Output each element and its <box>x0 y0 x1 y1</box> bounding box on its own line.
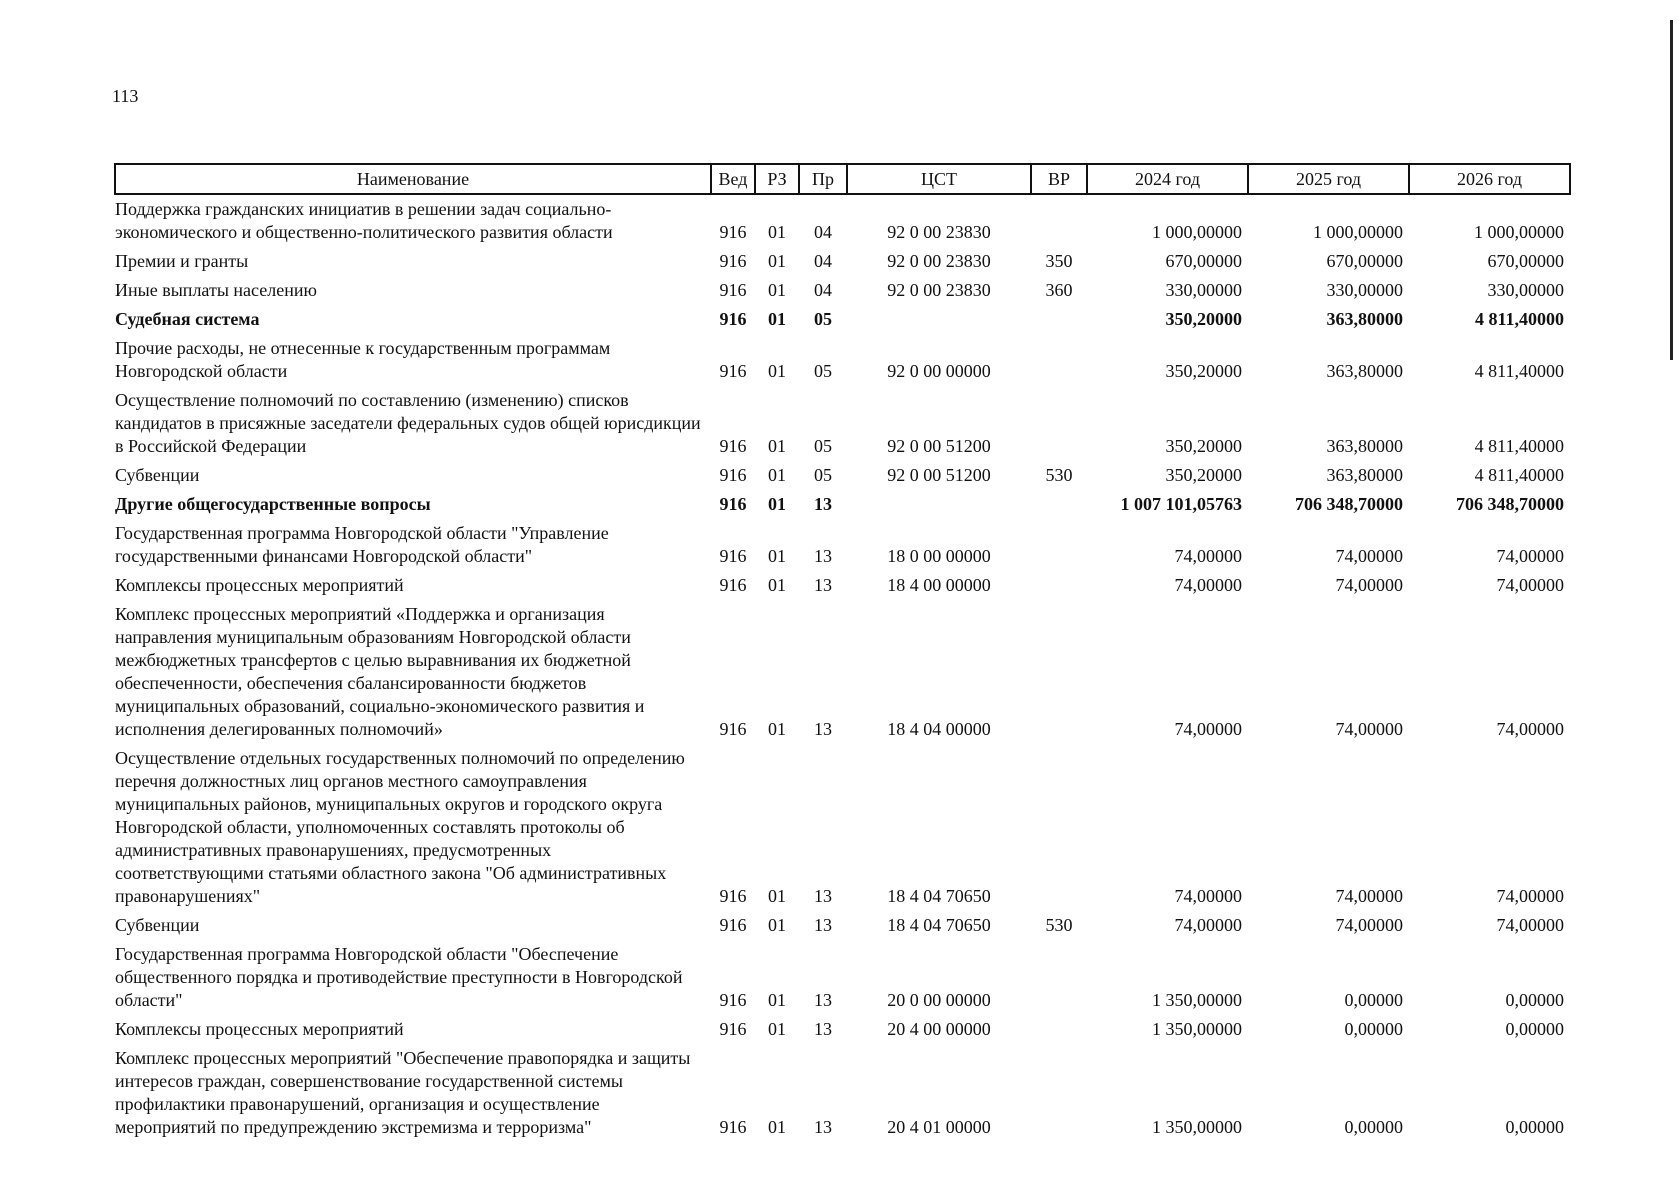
row-pr: 13 <box>814 546 832 566</box>
row-2026: 4 811,40000 <box>1474 465 1564 485</box>
row-cst: 92 0 00 23830 <box>887 222 991 242</box>
row-vr: 350 <box>1045 251 1073 271</box>
row-ved: 916 <box>719 280 747 300</box>
row-vr <box>1031 305 1087 334</box>
row-2025: 363,80000 <box>1326 309 1403 329</box>
row-vr <box>1031 571 1087 600</box>
table-row <box>115 600 1570 744</box>
header-2025: 2025 год <box>1248 164 1409 194</box>
row-2024: 74,00000 <box>1174 546 1242 566</box>
row-cst <box>847 305 1031 334</box>
row-2025: 74,00000 <box>1335 886 1403 906</box>
row-cst: 92 0 00 00000 <box>887 361 991 381</box>
row-name: Прочие расходы, не отнесенные к государственным программам Новгородской области <box>115 338 611 381</box>
row-2024: 350,20000 <box>1165 361 1242 381</box>
row-ved: 916 <box>719 546 747 566</box>
row-ved: 916 <box>719 990 747 1010</box>
row-2025: 363,80000 <box>1326 436 1403 456</box>
row-vr <box>1031 386 1087 461</box>
row-pr: 04 <box>814 280 832 300</box>
row-pr: 05 <box>814 436 832 456</box>
row-2026: 0,00000 <box>1505 1019 1564 1039</box>
row-2025: 74,00000 <box>1335 575 1403 595</box>
row-pr: 05 <box>814 465 832 485</box>
row-rz: 01 <box>768 361 786 381</box>
row-name: Комплекс процессных мероприятий «Поддержка и организация направления муниципальным образованиям Новгородской области межбюджетных трансфертов с целью выравнивания их бюджетной обеспеченности, обеспечения сбалансированности бюджетов муниципальных образований, социально-экономического развития и исполнения делегированных полномочий» <box>115 604 645 739</box>
table-row <box>115 571 1570 600</box>
row-rz: 01 <box>768 915 786 935</box>
row-name: Премии и гранты <box>115 251 249 271</box>
row-rz: 01 <box>768 1117 786 1137</box>
header-2026: 2026 год <box>1409 164 1570 194</box>
table-row <box>115 334 1570 386</box>
row-rz: 01 <box>768 990 786 1010</box>
row-cst <box>847 490 1031 519</box>
row-rz: 01 <box>768 465 786 485</box>
row-2025: 0,00000 <box>1344 1019 1403 1039</box>
table-header <box>115 164 1570 194</box>
row-vr: 360 <box>1045 280 1073 300</box>
row-2026: 706 348,70000 <box>1456 494 1564 514</box>
table-row <box>115 490 1570 519</box>
row-rz: 01 <box>768 719 786 739</box>
row-name: Судебная система <box>115 309 260 329</box>
row-ved: 916 <box>719 436 747 456</box>
row-2024: 1 350,00000 <box>1152 1117 1242 1137</box>
row-2024: 1 007 101,05763 <box>1120 494 1242 514</box>
budget-table <box>114 163 1571 1142</box>
row-rz: 01 <box>768 886 786 906</box>
header-vr: ВР <box>1031 164 1087 194</box>
row-2026: 74,00000 <box>1496 915 1564 935</box>
row-2026: 4 811,40000 <box>1474 361 1564 381</box>
row-name: Субвенции <box>115 915 200 935</box>
row-2025: 0,00000 <box>1344 1117 1403 1137</box>
row-rz: 01 <box>768 222 786 242</box>
row-ved: 916 <box>719 886 747 906</box>
row-ved: 916 <box>719 465 747 485</box>
row-2024: 1 000,00000 <box>1152 222 1242 242</box>
row-vr <box>1031 744 1087 911</box>
row-name: Поддержка гражданских инициатив в решении задач социально-экономического и общественно-политического развития области <box>115 199 613 242</box>
row-ved: 916 <box>719 309 747 329</box>
row-2026: 670,00000 <box>1487 251 1564 271</box>
table-row <box>115 519 1570 571</box>
row-name: Осуществление полномочий по составлению (изменению) списков кандидатов в присяжные заседатели федеральных судов общей юрисдикции в Российской Федерации <box>115 390 701 456</box>
row-rz: 01 <box>768 436 786 456</box>
row-pr: 13 <box>814 494 832 514</box>
row-name: Государственная программа Новгородской области "Обеспечение общественного порядка и противодействие преступности в Новгородской области" <box>115 944 683 1010</box>
row-vr <box>1031 194 1087 247</box>
row-ved: 916 <box>719 361 747 381</box>
row-2026: 4 811,40000 <box>1474 309 1564 329</box>
row-ved: 916 <box>719 494 747 514</box>
row-2024: 74,00000 <box>1174 719 1242 739</box>
row-2024: 1 350,00000 <box>1152 990 1242 1010</box>
row-cst: 20 4 01 00000 <box>887 1117 991 1137</box>
row-name: Другие общегосударственные вопросы <box>115 494 431 514</box>
row-2026: 4 811,40000 <box>1474 436 1564 456</box>
row-cst: 20 4 00 00000 <box>887 1019 991 1039</box>
row-2024: 670,00000 <box>1165 251 1242 271</box>
table-row <box>115 744 1570 911</box>
row-pr: 13 <box>814 1117 832 1137</box>
row-name: Государственная программа Новгородской области "Управление государственными финансами Новгородской области" <box>115 523 609 566</box>
row-ved: 916 <box>719 719 747 739</box>
row-vr <box>1031 1015 1087 1044</box>
row-ved: 916 <box>719 915 747 935</box>
row-vr <box>1031 1044 1087 1142</box>
row-2026: 74,00000 <box>1496 886 1564 906</box>
row-2025: 74,00000 <box>1335 546 1403 566</box>
row-name: Комплекс процессных мероприятий "Обеспечение правопорядка и защиты интересов граждан, совершенствование государственной системы профилактики правонарушений, организация и осуществление мероприятий по предупреждению экстремизма и терроризма" <box>115 1048 691 1137</box>
row-pr: 13 <box>814 990 832 1010</box>
row-cst: 92 0 00 51200 <box>887 465 991 485</box>
row-2025: 74,00000 <box>1335 719 1403 739</box>
row-2024: 350,20000 <box>1165 436 1242 456</box>
row-vr: 530 <box>1045 915 1073 935</box>
table-row <box>115 194 1570 247</box>
table-body <box>115 194 1570 1142</box>
row-2024: 74,00000 <box>1174 886 1242 906</box>
row-rz: 01 <box>768 280 786 300</box>
row-vr <box>1031 600 1087 744</box>
row-pr: 13 <box>814 719 832 739</box>
row-cst: 18 4 04 70650 <box>887 915 991 935</box>
row-cst: 18 0 00 00000 <box>887 546 991 566</box>
row-2025: 1 000,00000 <box>1313 222 1403 242</box>
row-pr: 13 <box>814 575 832 595</box>
row-vr <box>1031 490 1087 519</box>
row-rz: 01 <box>768 1019 786 1039</box>
row-2025: 330,00000 <box>1326 280 1403 300</box>
row-vr <box>1031 940 1087 1015</box>
row-2026: 330,00000 <box>1487 280 1564 300</box>
row-pr: 05 <box>814 361 832 381</box>
row-cst: 92 0 00 51200 <box>887 436 991 456</box>
table-row <box>115 911 1570 940</box>
row-rz: 01 <box>768 251 786 271</box>
scan-edge-line <box>1670 20 1673 360</box>
row-name: Субвенции <box>115 465 200 485</box>
row-2024: 330,00000 <box>1165 280 1242 300</box>
row-vr <box>1031 519 1087 571</box>
header-cst: ЦСТ <box>847 164 1031 194</box>
header-pr: Пр <box>799 164 847 194</box>
table-row <box>115 940 1570 1015</box>
row-ved: 916 <box>719 1117 747 1137</box>
row-ved: 916 <box>719 251 747 271</box>
row-pr: 13 <box>814 915 832 935</box>
table-row <box>115 305 1570 334</box>
row-2025: 706 348,70000 <box>1295 494 1403 514</box>
row-pr: 13 <box>814 1019 832 1039</box>
row-2025: 0,00000 <box>1344 990 1403 1010</box>
table-row <box>115 1044 1570 1142</box>
row-2026: 1 000,00000 <box>1474 222 1564 242</box>
row-2024: 74,00000 <box>1174 915 1242 935</box>
row-2025: 363,80000 <box>1326 465 1403 485</box>
header-ved: Вед <box>711 164 755 194</box>
row-vr <box>1031 334 1087 386</box>
row-2025: 74,00000 <box>1335 915 1403 935</box>
row-rz: 01 <box>768 494 786 514</box>
table-row <box>115 386 1570 461</box>
header-name: Наименование <box>115 164 711 194</box>
row-2024: 74,00000 <box>1174 575 1242 595</box>
budget-table-container <box>114 163 1570 1142</box>
row-cst: 20 0 00 00000 <box>887 990 991 1010</box>
row-2025: 670,00000 <box>1326 251 1403 271</box>
row-cst: 18 4 04 00000 <box>887 719 991 739</box>
row-name: Комплексы процессных мероприятий <box>115 1019 404 1039</box>
row-ved: 916 <box>719 575 747 595</box>
row-name: Осуществление отдельных государственных полномочий по определению перечня должностных лиц органов местного самоуправления муниципальных районов, муниципальных округов и городского округа Новгородской области, уполномоченных составлять протоколы об административных правонарушениях, предусмотренных соответствующими статьями областного закона "Об административных правонарушениях" <box>115 748 685 906</box>
table-row <box>115 276 1570 305</box>
row-2025: 363,80000 <box>1326 361 1403 381</box>
table-row <box>115 1015 1570 1044</box>
row-2026: 74,00000 <box>1496 575 1564 595</box>
row-ved: 916 <box>719 222 747 242</box>
row-name: Иные выплаты населению <box>115 280 317 300</box>
row-cst: 92 0 00 23830 <box>887 251 991 271</box>
row-pr: 13 <box>814 886 832 906</box>
row-rz: 01 <box>768 575 786 595</box>
row-2026: 74,00000 <box>1496 546 1564 566</box>
row-ved: 916 <box>719 1019 747 1039</box>
row-2024: 1 350,00000 <box>1152 1019 1242 1039</box>
row-2026: 74,00000 <box>1496 719 1564 739</box>
row-pr: 05 <box>814 309 832 329</box>
row-2026: 0,00000 <box>1505 990 1564 1010</box>
row-cst: 18 4 04 70650 <box>887 886 991 906</box>
page-number: 113 <box>112 86 139 106</box>
row-2026: 0,00000 <box>1505 1117 1564 1137</box>
row-2024: 350,20000 <box>1165 465 1242 485</box>
row-2024: 350,20000 <box>1165 309 1242 329</box>
table-row <box>115 461 1570 490</box>
header-2024: 2024 год <box>1087 164 1248 194</box>
row-pr: 04 <box>814 251 832 271</box>
row-vr: 530 <box>1045 465 1073 485</box>
row-rz: 01 <box>768 309 786 329</box>
header-rz: РЗ <box>755 164 799 194</box>
table-row <box>115 247 1570 276</box>
row-cst: 18 4 00 00000 <box>887 575 991 595</box>
row-pr: 04 <box>814 222 832 242</box>
row-name: Комплексы процессных мероприятий <box>115 575 404 595</box>
row-cst: 92 0 00 23830 <box>887 280 991 300</box>
row-rz: 01 <box>768 546 786 566</box>
